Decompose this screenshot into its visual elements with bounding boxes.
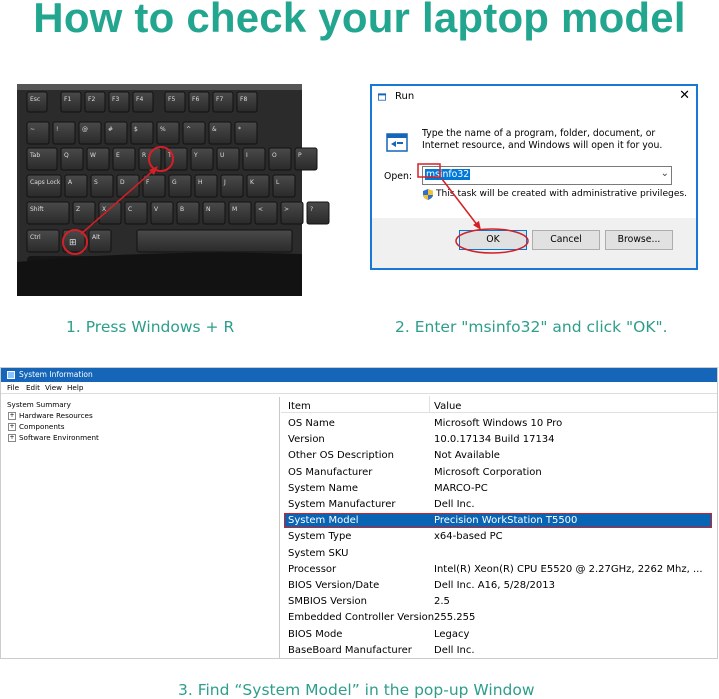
keyboard-key-label: N <box>206 206 211 213</box>
keyboard-key-label: Y <box>194 152 198 159</box>
column-header-value[interactable]: Value <box>434 401 462 412</box>
row-item: BaseBoard Manufacturer <box>288 644 412 656</box>
open-label: Open: <box>384 171 412 182</box>
row-value: Microsoft Corporation <box>434 466 542 478</box>
keyboard-key-label: % <box>160 126 166 133</box>
table-row[interactable] <box>281 416 717 432</box>
chevron-down-icon[interactable]: ⌄ <box>660 168 669 179</box>
expand-icon[interactable]: + <box>9 434 15 441</box>
table-row[interactable] <box>281 578 717 594</box>
keyboard-key-label: # <box>108 126 114 133</box>
keyboard-key-label: K <box>250 179 254 186</box>
table-row[interactable] <box>281 529 717 545</box>
table-header <box>281 396 717 413</box>
keyboard-key-label: S <box>94 179 98 186</box>
keyboard-key-label: F <box>146 179 150 186</box>
keyboard-key-label: V <box>154 206 159 213</box>
table-row[interactable] <box>281 481 717 497</box>
row-item: System Type <box>288 531 352 543</box>
menu-bar <box>1 382 717 394</box>
summary-table <box>281 396 717 658</box>
keyboard-key-label: F3 <box>112 96 120 103</box>
admin-note: This task will be created with administrative privileges. <box>436 189 688 199</box>
row-item: Other OS Description <box>288 450 394 462</box>
keyboard-key-label: F4 <box>136 96 144 103</box>
menu-edit[interactable]: Edit <box>26 383 40 392</box>
run-annotation <box>370 84 698 270</box>
row-item: Embedded Controller Version <box>288 612 435 624</box>
keyboard-photo <box>17 84 314 296</box>
keyboard-key-label: ^ <box>186 126 192 133</box>
keyboard-key-label: J <box>224 179 226 186</box>
row-value: Legacy <box>434 628 470 640</box>
keyboard-key-label: C <box>128 206 133 213</box>
expand-icon[interactable]: + <box>9 423 15 430</box>
keyboard-key-label: F6 <box>192 96 200 103</box>
row-value: Precision WorkStation T5500 <box>434 515 578 527</box>
title-bar <box>1 368 717 382</box>
keyboard-key-label: Z <box>76 206 81 213</box>
browse-button[interactable]: Browse... <box>605 230 673 250</box>
step-3-caption: 3. Find “System Model” in the pop-up Window <box>178 681 535 699</box>
keyboard-key-label: B <box>180 206 185 213</box>
expand-icon[interactable]: + <box>9 412 15 419</box>
keyboard-key-label: & <box>212 126 217 133</box>
step-2-caption: 2. Enter "msinfo32" and click "OK". <box>395 318 668 336</box>
keyboard-key-label: * <box>238 126 241 133</box>
page-title: How to check your laptop model <box>33 0 686 41</box>
keyboard-key-label: ~ <box>30 126 36 133</box>
app-icon <box>7 371 15 379</box>
close-icon[interactable]: ✕ <box>679 88 690 103</box>
table-row[interactable] <box>281 643 717 659</box>
keyboard-key-label: X <box>102 206 107 213</box>
keyboard-key-label: F2 <box>88 96 96 103</box>
open-input-value: msinfo32 <box>426 169 470 180</box>
keyboard-key-label: Tab <box>30 152 41 159</box>
keyboard-key-label: F7 <box>216 96 224 103</box>
keyboard-key-label: Shift <box>30 206 44 213</box>
windows-icon: ⊞ <box>69 238 77 248</box>
keyboard-key-label: Esc <box>30 96 41 103</box>
table-row[interactable] <box>281 546 717 562</box>
row-item: System SKU <box>288 547 349 559</box>
row-value: Dell Inc. A16, 5/28/2013 <box>434 580 555 591</box>
tree-item-system-summary[interactable]: System Summary <box>7 400 71 409</box>
table-row[interactable] <box>281 627 717 643</box>
column-header-item[interactable]: Item <box>288 401 311 412</box>
keyboard-key-label: Ctrl <box>30 234 41 241</box>
keyboard-key-label: H <box>198 179 203 186</box>
row-item: BIOS Mode <box>288 628 343 640</box>
table-row[interactable] <box>281 513 717 529</box>
keyboard-key-label: Q <box>64 152 69 159</box>
row-value: Dell Inc. <box>434 644 475 656</box>
table-row[interactable] <box>281 432 717 448</box>
keyboard-key-label: E <box>116 152 120 159</box>
run-description: Type the name of a program, folder, document, or Internet resource, and Windows will open it for you. <box>422 128 663 151</box>
row-item: Processor <box>288 563 337 575</box>
row-item: BIOS Version/Date <box>288 580 380 591</box>
step-1-caption: 1. Press Windows + R <box>66 318 235 336</box>
run-dialog <box>370 84 698 270</box>
table-row[interactable] <box>281 448 717 464</box>
tree-item-hardware-resources[interactable]: + Hardware Resources <box>9 411 93 420</box>
keyboard-key-label: F8 <box>240 96 248 103</box>
keyboard-key-label: F1 <box>64 96 72 103</box>
keyboard-key-label: @ <box>82 126 88 133</box>
keyboard-key-label: A <box>68 179 73 186</box>
row-value: 2.5 <box>434 596 450 608</box>
keyboard-key-label: > <box>284 206 290 213</box>
keyboard-key-label: ! <box>56 126 59 133</box>
row-item: System Manufacturer <box>288 499 396 510</box>
row-value: 10.0.17134 Build 17134 <box>434 434 555 446</box>
keyboard-key-label: D <box>120 179 125 186</box>
run-title: Run <box>395 91 415 102</box>
row-item: System Name <box>288 482 358 494</box>
keyboard-key-label: R <box>142 152 147 159</box>
row-value: Microsoft Windows 10 Pro <box>434 418 563 429</box>
ok-button[interactable]: OK <box>459 230 527 250</box>
system-info-window <box>0 367 718 659</box>
table-row[interactable] <box>281 594 717 610</box>
table-row[interactable] <box>281 497 717 513</box>
keyboard-key-label: O <box>272 152 277 159</box>
row-value: Intel(R) Xeon(R) CPU E5520 @ 2.27GHz, 2262 Mhz, ... <box>434 563 703 575</box>
cancel-button[interactable]: Cancel <box>532 230 600 250</box>
table-row[interactable] <box>281 562 717 578</box>
menu-view[interactable]: View <box>45 383 63 392</box>
keyboard-key-label: M <box>232 206 238 213</box>
keyboard-key-label: U <box>220 152 225 159</box>
tree-item-components[interactable]: + Components <box>9 422 65 431</box>
row-item: OS Manufacturer <box>288 466 373 478</box>
row-item: Version <box>288 434 325 446</box>
keyboard-key-label: F5 <box>168 96 176 103</box>
table-row[interactable] <box>281 610 717 626</box>
row-item: SMBIOS Version <box>288 596 367 608</box>
menu-file[interactable]: File <box>7 383 20 392</box>
keyboard-key-label: T <box>168 152 172 159</box>
row-item: System Model <box>288 515 359 527</box>
keyboard-key-label: L <box>276 179 280 186</box>
keyboard-key-label: Alt <box>92 234 101 241</box>
keyboard-key-label: < <box>258 206 264 213</box>
table-row[interactable] <box>281 465 717 481</box>
keyboard-key-label: Caps Lock <box>30 179 61 186</box>
tree-item-software-environment[interactable]: + Software Environment <box>9 433 99 442</box>
window-title: System Information <box>19 370 93 379</box>
row-item: OS Name <box>288 418 335 429</box>
category-tree <box>4 397 280 658</box>
keyboard-key-label: W <box>90 152 96 159</box>
menu-help[interactable]: Help <box>67 383 84 392</box>
keyboard-key-label: $ <box>134 126 138 133</box>
keyboard-key-label: ? <box>310 206 314 213</box>
space-bar <box>137 230 292 252</box>
row-value: Not Available <box>434 450 500 462</box>
row-value: x64-based PC <box>434 531 503 543</box>
row-value: Dell Inc. <box>434 499 475 510</box>
row-value: 255.255 <box>434 612 476 624</box>
keyboard-key-label: P <box>298 152 302 159</box>
row-value: MARCO-PC <box>434 482 488 494</box>
keyboard-key-label: G <box>172 179 177 186</box>
keyboard-key-label: I <box>246 152 248 159</box>
